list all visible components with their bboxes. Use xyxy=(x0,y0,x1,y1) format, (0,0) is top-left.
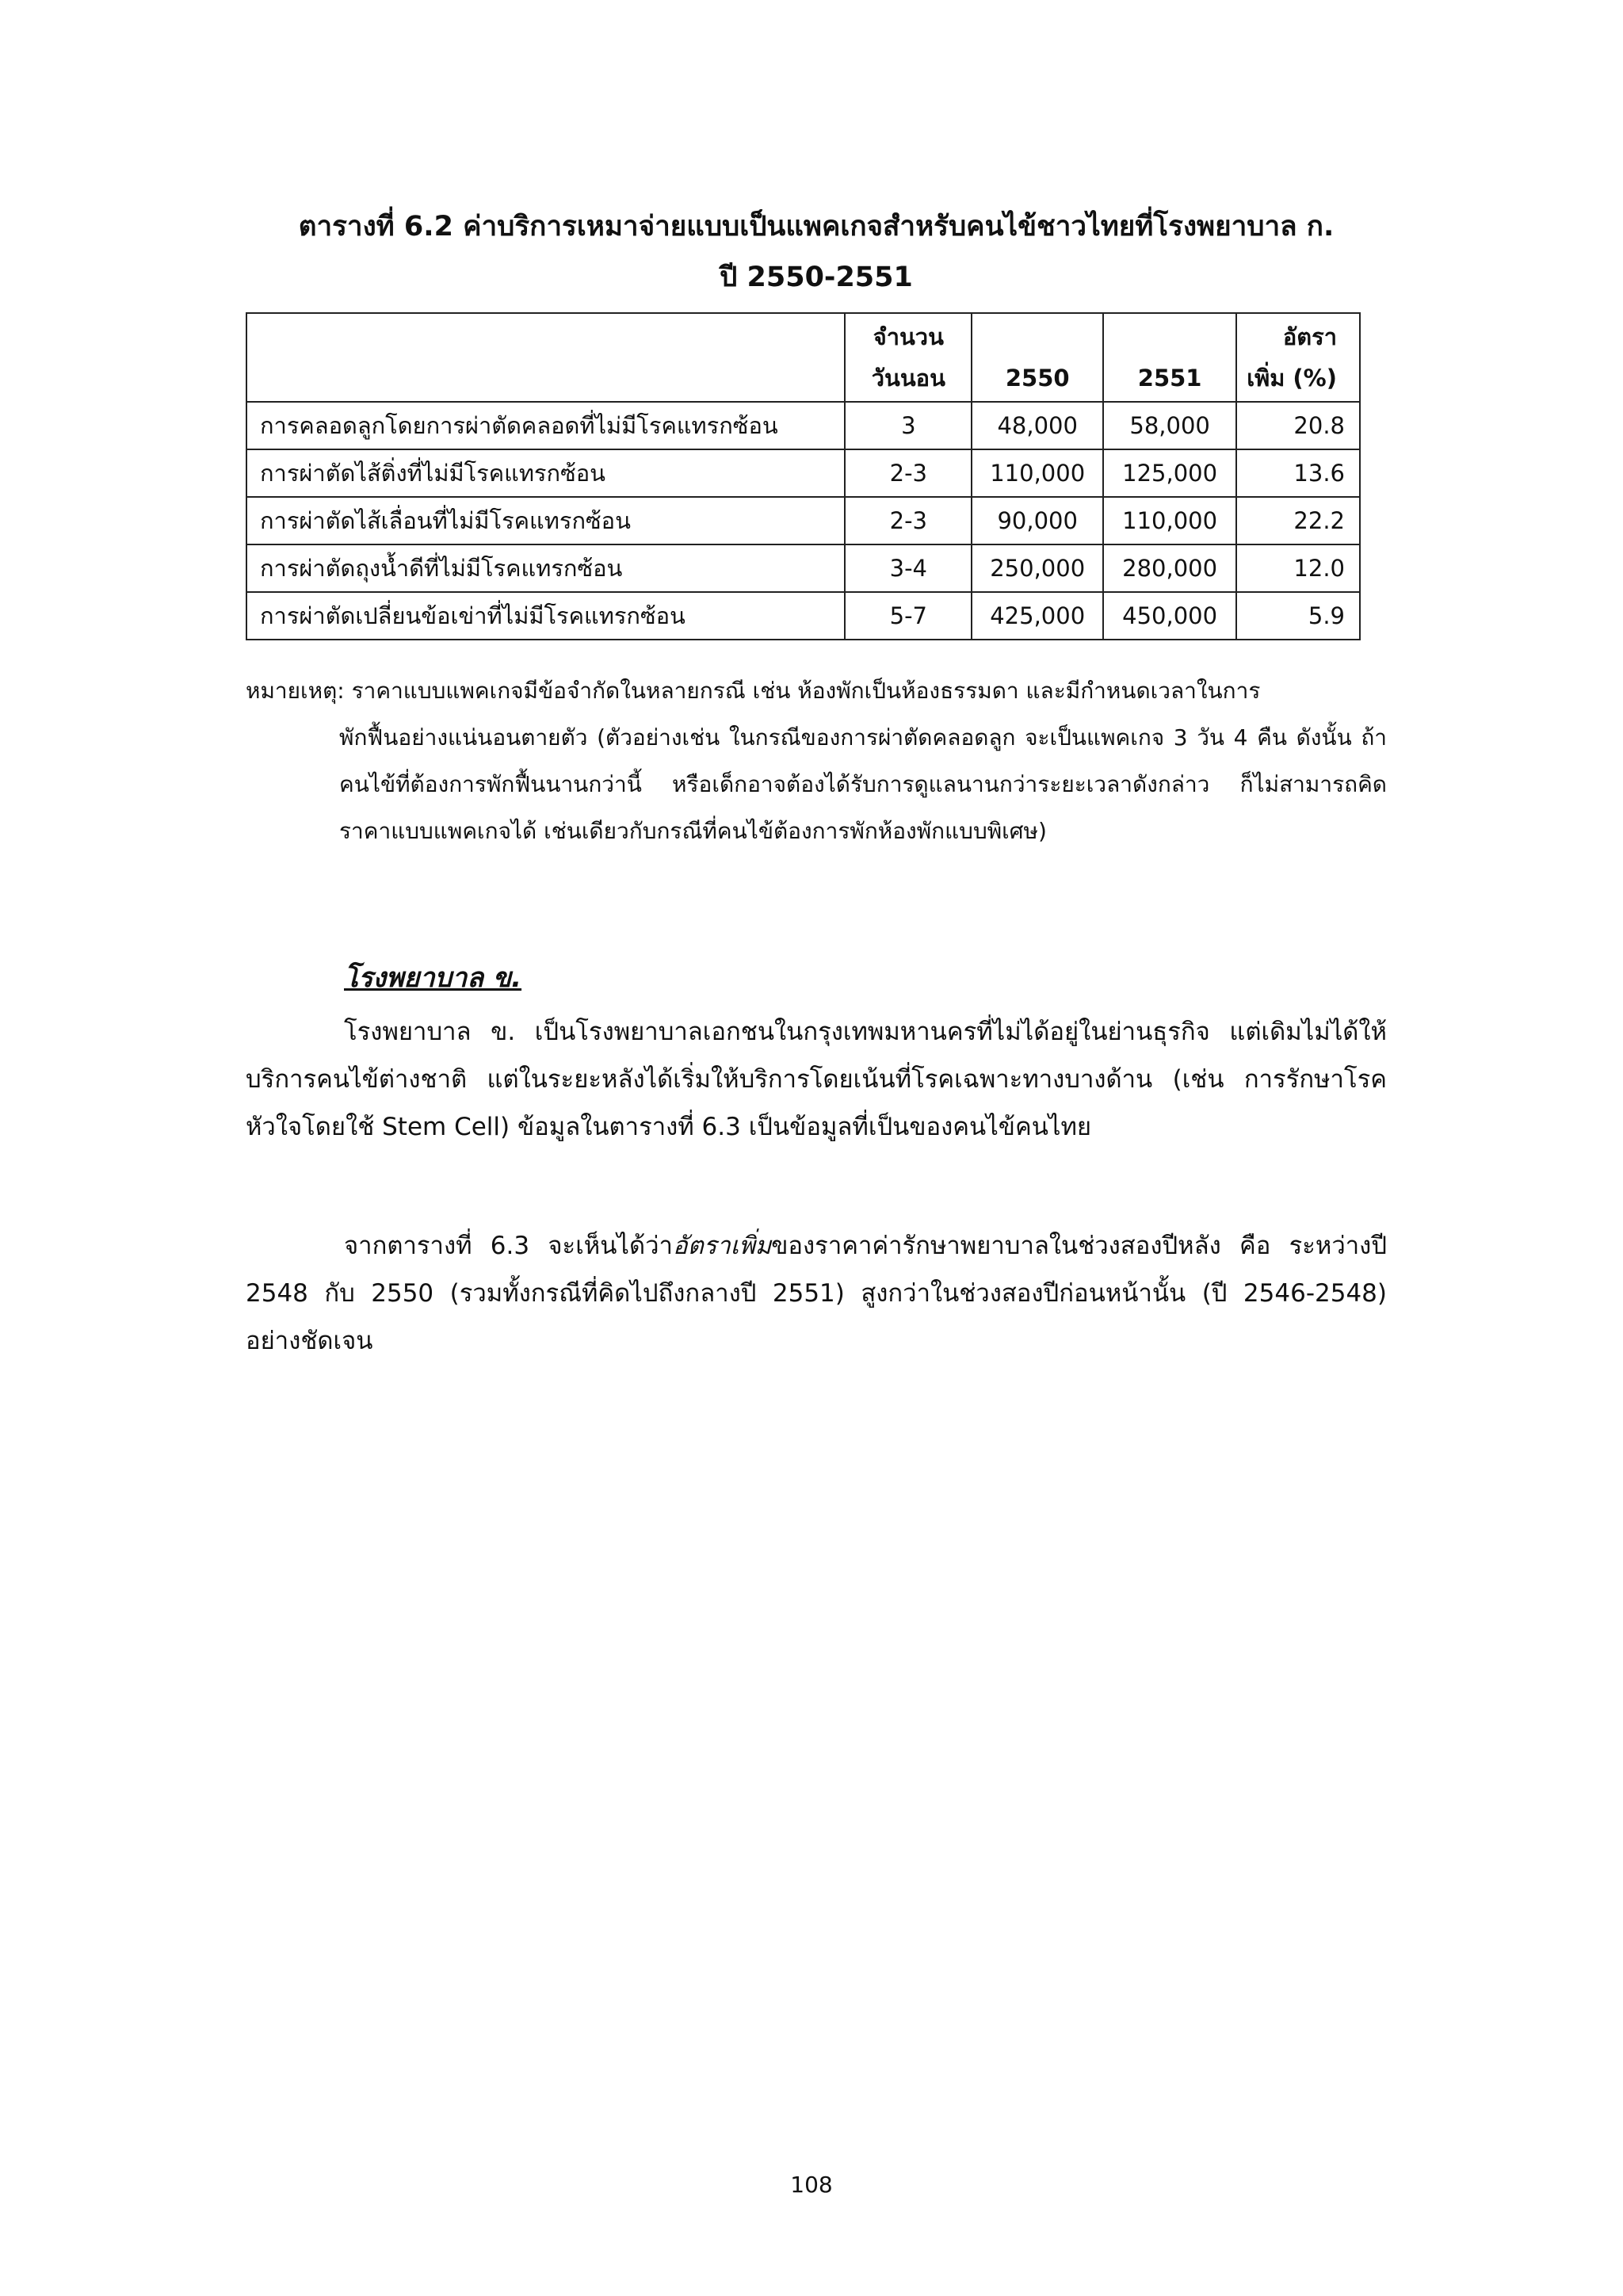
procedure-name: การผ่าตัดถุงน้ำดีที่ไม่มีโรคแทรกซ้อน xyxy=(246,544,845,592)
header-procedure xyxy=(246,313,845,402)
header-days-line2: วันนอน xyxy=(871,365,945,392)
header-2550: 2550 xyxy=(972,313,1103,402)
section-heading: โรงพยาบาล ข. xyxy=(344,962,522,994)
para2-emphasis: อัตราเพิ่ม xyxy=(672,1232,772,1260)
procedure-name: การคลอดลูกโดยการผ่าตัดคลอดที่ไม่มีโรคแทรกซ้อน xyxy=(246,402,845,449)
stay-days: 3-4 xyxy=(845,544,972,592)
table-row xyxy=(246,544,1360,592)
increase-rate: 12.0 xyxy=(1236,544,1360,592)
body-paragraph-2 xyxy=(246,1222,1387,1365)
table-header-row xyxy=(246,313,1360,402)
para2-text-before: จากตารางที่ 6.3 จะเห็นได้ว่า xyxy=(344,1232,673,1260)
table-row xyxy=(246,592,1360,640)
header-rate-line1: อัตรา xyxy=(1282,323,1337,350)
header-days-line1: จำนวน xyxy=(873,323,944,350)
header-2551: 2551 xyxy=(1103,313,1236,402)
increase-rate: 5.9 xyxy=(1236,592,1360,640)
header-rate xyxy=(1236,313,1360,402)
header-rate-line2: เพิ่ม (%) xyxy=(1247,365,1337,392)
procedure-name: การผ่าตัดเปลี่ยนข้อเข่าที่ไม่มีโรคแทรกซ้อน xyxy=(246,592,845,640)
package-price-table xyxy=(246,312,1361,640)
para2-text-after: ของราคาค่ารักษาพยาบาลในช่วงสองปีหลัง คือ ระหว่างปี 2548 กับ 2550 (รวมทั้งกรณีที่คิดไปถึงกลางปี 2551) สูงกว่าในช่วงสองปีก่อนหน้านั้น (ปี 2546-2548) อย่างชัดเจน xyxy=(246,1232,1387,1355)
table-caption-line2: ปี 2550-2551 xyxy=(720,262,913,293)
note-continuation: พักฟื้นอย่างแน่นอนตายตัว (ตัวอย่างเช่น ในกรณีของการผ่าตัดคลอดลูก จะเป็นแพคเกจ 3 วัน 4 คืน ดังนั้น ถ้าคนไข้ที่ต้องการพักฟื้นนานกว่านี้ หรือเด็กอาจต้องได้รับการดูแลนานกว่าระยะเวลาดังกล่าว ก็ไม่สามารถคิดราคาแบบแพคเกจได้ เช่นเดียวกับกรณีที่คนไข้ต้องการพักห้องพักแบบพิเศษ) xyxy=(339,724,1387,844)
table-row xyxy=(246,402,1360,449)
header-days xyxy=(845,313,972,402)
page-number: 108 xyxy=(790,2172,833,2198)
price-2550: 425,000 xyxy=(972,592,1103,640)
table-row xyxy=(246,497,1360,544)
stay-days: 3 xyxy=(845,402,972,449)
procedure-name: การผ่าตัดไส้ติ่งที่ไม่มีโรคแทรกซ้อน xyxy=(246,449,845,497)
procedure-name: การผ่าตัดไส้เลื่อนที่ไม่มีโรคแทรกซ้อน xyxy=(246,497,845,544)
price-2550: 250,000 xyxy=(972,544,1103,592)
price-2551: 280,000 xyxy=(1103,544,1236,592)
table-row xyxy=(246,449,1360,497)
price-2551: 125,000 xyxy=(1103,449,1236,497)
price-2550: 48,000 xyxy=(972,402,1103,449)
increase-rate: 22.2 xyxy=(1236,497,1360,544)
body-paragraph-1: โรงพยาบาล ข. เป็นโรงพยาบาลเอกชนในกรุงเทพมหานครที่ไม่ได้อยู่ในย่านธุรกิจ แต่เดิมไม่ได้ให้บริการคนไข้ต่างชาติ แต่ในระยะหลังได้เริ่มให้บริการโดยเน้นที่โรคเฉพาะทางบางด้าน (เช่น การรักษาโรคหัวใจโดยใช้ Stem Cell) ข้อมูลในตารางที่ 6.3 เป็นข้อมูลที่เป็นของคนไข้คนไทย xyxy=(246,1018,1387,1141)
price-2550: 90,000 xyxy=(972,497,1103,544)
table-caption-line1: ตารางที่ 6.2 ค่าบริการเหมาจ่ายแบบเป็นแพคเกจสำหรับคนไข้ชาวไทยที่โรงพยาบาล ก. xyxy=(298,211,1335,243)
stay-days: 2-3 xyxy=(845,497,972,544)
stay-days: 2-3 xyxy=(845,449,972,497)
price-2551: 58,000 xyxy=(1103,402,1236,449)
increase-rate: 20.8 xyxy=(1236,402,1360,449)
price-2551: 450,000 xyxy=(1103,592,1236,640)
price-2550: 110,000 xyxy=(972,449,1103,497)
table-note xyxy=(246,667,1387,854)
price-2551: 110,000 xyxy=(1103,497,1236,544)
note-first-line: หมายเหตุ: ราคาแบบแพคเกจมีข้อจำกัดในหลายกรณี เช่น ห้องพักเป็นห้องธรรมดา และมีกำหนดเวลาในการ xyxy=(246,678,1261,704)
stay-days: 5-7 xyxy=(845,592,972,640)
increase-rate: 13.6 xyxy=(1236,449,1360,497)
